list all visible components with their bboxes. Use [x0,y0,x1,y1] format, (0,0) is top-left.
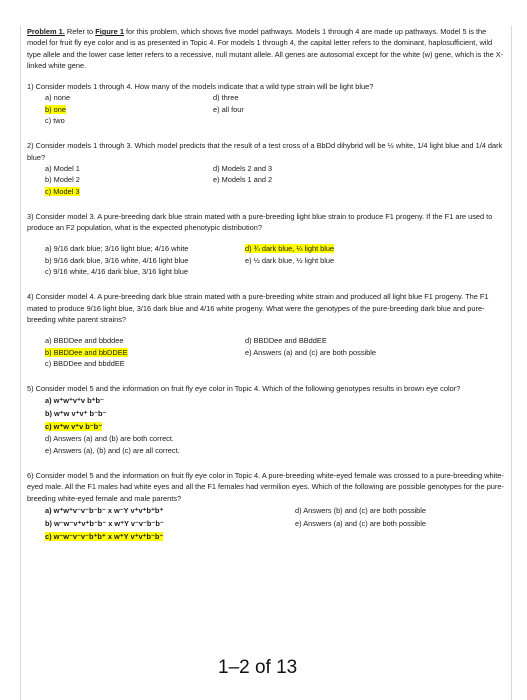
q4-option-e[interactable]: e) Answers (a) and (c) are both possible [245,347,377,357]
question-1-options [45,92,505,126]
q1-option-d[interactable]: d) three [213,93,239,103]
question-5-options [45,394,505,456]
question-3-text: 3) Consider model 3. A pure-breeding dark blue strain mated with a pure-breeding light blue strain to produce F1 progeny. If the F1 are used to produce an F2 population, what is the expected phenotypic distribution? [27,211,493,233]
q2-option-a[interactable]: a) Model 1 [45,163,80,173]
q1-option-a[interactable]: a) none [45,93,71,103]
question-1-text: 1) Consider models 1 through 4. How many of the models indicate that a wild type strain will be light blue? [27,82,374,92]
question-6-text: 6) Consider model 5 and the information on fruit fly eye color in Topic 4. A pure-breeding white-eyed female was crossed to a pure-breeding white-eyed male. All the F1 males had white eyes and all the F1 females had vermilion eyes. Which of the following are possible genotypes for the pure-breeding white-eyed female and male parents? [27,471,504,503]
q1-option-b[interactable]: b) one [45,104,66,114]
q2-option-d[interactable]: d) Models 2 and 3 [213,163,273,173]
question-3-options [45,243,505,277]
q2-option-e[interactable]: e) Models 1 and 2 [213,175,273,185]
q3-option-b[interactable]: b) 9/16 dark blue, 3/16 white, 4/16 light blue [45,255,189,265]
question-4 [27,291,505,369]
q3-option-a[interactable]: a) 9/16 dark blue; 3/16 light blue; 4/16 white [45,244,189,254]
question-5 [27,383,505,456]
question-3 [27,211,505,277]
q1-option-e[interactable]: e) all four [213,104,244,114]
problem-intro [27,26,505,71]
q5-option-b[interactable]: b) w⁺w v⁺v⁺ b⁻b⁻ [45,409,107,419]
problem-label: Problem 1. [27,27,65,36]
document-content [27,26,505,543]
question-4-options [45,335,505,369]
q4-option-a[interactable]: a) BBDDee and bbddee [45,336,124,346]
document-page [20,26,512,700]
intro-text-a: Refer to [64,27,96,36]
q4-option-b[interactable]: b) BBDDee and bbDDEE [45,347,128,357]
q6-option-b[interactable]: b) w⁻w⁻v⁺v⁺b⁻b⁻ x w⁺Y v⁻v⁻b⁻b⁻ [45,518,164,528]
q3-option-c[interactable]: c) 9/16 white, 4/16 dark blue, 3/16 light blue [45,267,188,277]
q5-option-c[interactable]: c) w⁺w v⁺v b⁻b⁻ [45,422,103,432]
question-6-options [45,504,505,543]
q3-option-d[interactable]: d) ¾ dark blue, ¼ light blue [245,244,335,254]
page-counter: 1–2 of 13 [218,657,298,678]
question-2 [27,140,505,196]
q1-option-c[interactable]: c) two [45,116,65,126]
q2-option-c[interactable]: c) Model 3 [45,186,80,196]
q4-option-c[interactable]: c) BBDDee and bbddEE [45,358,125,368]
q4-option-d[interactable]: d) BBDDee and BBddEE [245,336,327,346]
q6-option-e[interactable]: e) Answers (a) and (c) are both possible [295,518,427,528]
question-2-text: 2) Consider models 1 through 3. Which model predicts that the result of a test cross of a BbDd dihybrid will be ½ white, 1/4 light blue and 1/4 dark blue? [27,141,503,162]
q5-option-d[interactable]: d) Answers (a) and (b) are both correct. [45,434,174,444]
q2-option-b[interactable]: b) Model 2 [45,175,80,185]
q5-option-e[interactable]: e) Answers (a), (b) and (c) are all correct. [45,445,180,455]
q6-option-c[interactable]: c) w⁻w⁻v⁻v⁻b⁺b⁺ x w⁺Y v⁺v⁺b⁻b⁻ [45,531,164,541]
question-4-text: 4) Consider model 4. A pure-breeding dark blue strain mated with a pure-breeding white strain and produced all light blue F1 progeny. The F1 mated to produce 9/16 light blue, 3/16 dark blue and 4/16 white progeny. What were the genotypes of the pure-breeding dark blue and pure-breeding white parent strains? [27,292,489,324]
question-1 [27,81,505,126]
question-2-options [45,163,505,197]
q6-option-a[interactable]: a) w⁺w⁺v⁻v⁻b⁻b⁻ x w⁻Y v⁺v⁺b⁺b⁺ [45,505,164,515]
q3-option-e[interactable]: e) ½ dark blue, ½ light blue [245,255,335,265]
figure-reference: Figure 1 [95,27,124,36]
intro-text-b: for this problem, which shows five model pathways. Models 1 through 4 are made up pathways. Model 5 is the model for fruit fly eye color and is as presented in Topic 4. For models 1 through 4, the capital letter refers to the dominant, haplosufficient, wild type allele and the lower case letter refers to a recessive, null mutant allele. All genes are autosomal except for the white (w) gene, which is the X-linked white gene. [27,27,504,70]
q6-option-d[interactable]: d) Answers (b) and (c) are both possible [295,505,427,515]
question-5-text: 5) Consider model 5 and the information on fruit fly eye color in Topic 4. Which of the following genotypes results in brown eye color? [27,384,461,394]
question-6 [27,470,505,543]
q5-option-a[interactable]: a) w⁺w⁺v⁺v b⁺b⁻ [45,396,104,406]
